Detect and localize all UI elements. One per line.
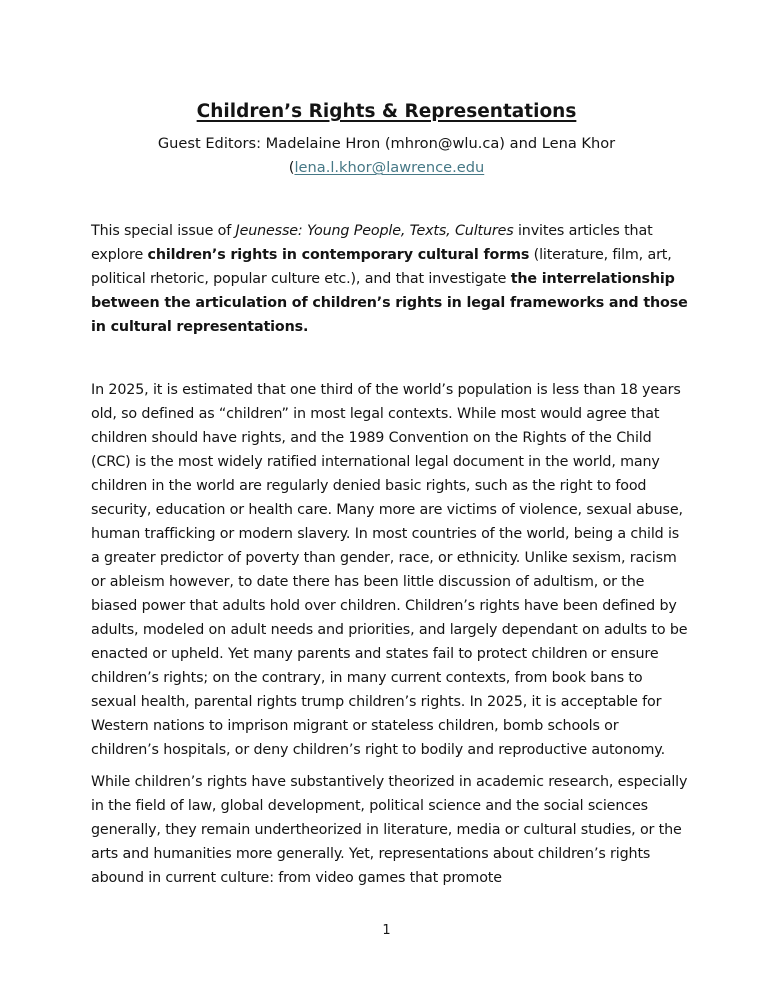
guest-editors xyxy=(90,132,683,180)
body-paragraph-1 xyxy=(91,378,689,762)
open-paren: ( xyxy=(288,159,295,176)
guest-editors-text: Guest Editors: Madelaine Hron (mhron@wlu.ca) and Lena Khor xyxy=(157,135,616,152)
paragraph-text: In 2025, it is estimated that one third of the world’s population is less than 18 years old, so defined as “children” in most legal contexts. While most would agree that children should have rights, and the 1989 Convention on the Rights of the Child (CRC) is the most widely ratified international legal document in the world, many children in the world are regularly denied basic rights, such as the right to food security, education or health care. Many more are victims of violence, sexual abuse, human trafficking or modern slavery. In most countries of the world, being a child is a greater predictor of poverty than gender, race, or ethnicity. Unlike sexism, racism or ableism however, to date there has been little discussion of adultism, or the biased power that adults hold over children. Children’s rights have been defined by adults, modeled on adult needs and priorities, and largely dependant on adults to be enacted or upheld. Yet many parents and states fail to protect children or ensure children’s rights; on the contrary, in many current contexts, from book bans to sexual health, parental rights trump children’s rights. In 2025, it is acceptable for Western nations to imprison migrant or stateless children, bomb schools or children’s hospitals, or deny children’s right to bodily and reproductive autonomy. xyxy=(91,382,688,758)
intro-text-1: This special issue of xyxy=(91,223,236,239)
intro-bold-1: children’s rights in contemporary cultural forms xyxy=(147,247,530,263)
page-title: Children’s Rights & Representations xyxy=(196,101,577,122)
intro-paragraph xyxy=(91,219,689,339)
journal-title: Jeunesse: Young People, Texts, Cultures xyxy=(235,223,514,239)
intro-text-2: invites articles that explore xyxy=(91,223,653,263)
body-paragraph-2 xyxy=(91,770,689,890)
intro-bold-2: the interrelationship between the articulation of children’s rights in legal frameworks and those in cultural representations. xyxy=(91,271,688,335)
page-number: 1 xyxy=(382,923,391,938)
intro-text-3: (literature, film, art, political rhetoric, popular culture etc.), and that investigate xyxy=(91,247,672,287)
paragraph-text: While children’s rights have substantively theorized in academic research, especially in the field of law, global development, political science and the social sciences generally, they remain undertheorized in literature, media or cultural studies, or the arts and humanities more generally. Yet, representations about children’s rights abound in current culture: from video games that promote xyxy=(91,774,688,886)
email-link-khor[interactable]: lena.l.khor@lawrence.edu xyxy=(294,159,485,176)
